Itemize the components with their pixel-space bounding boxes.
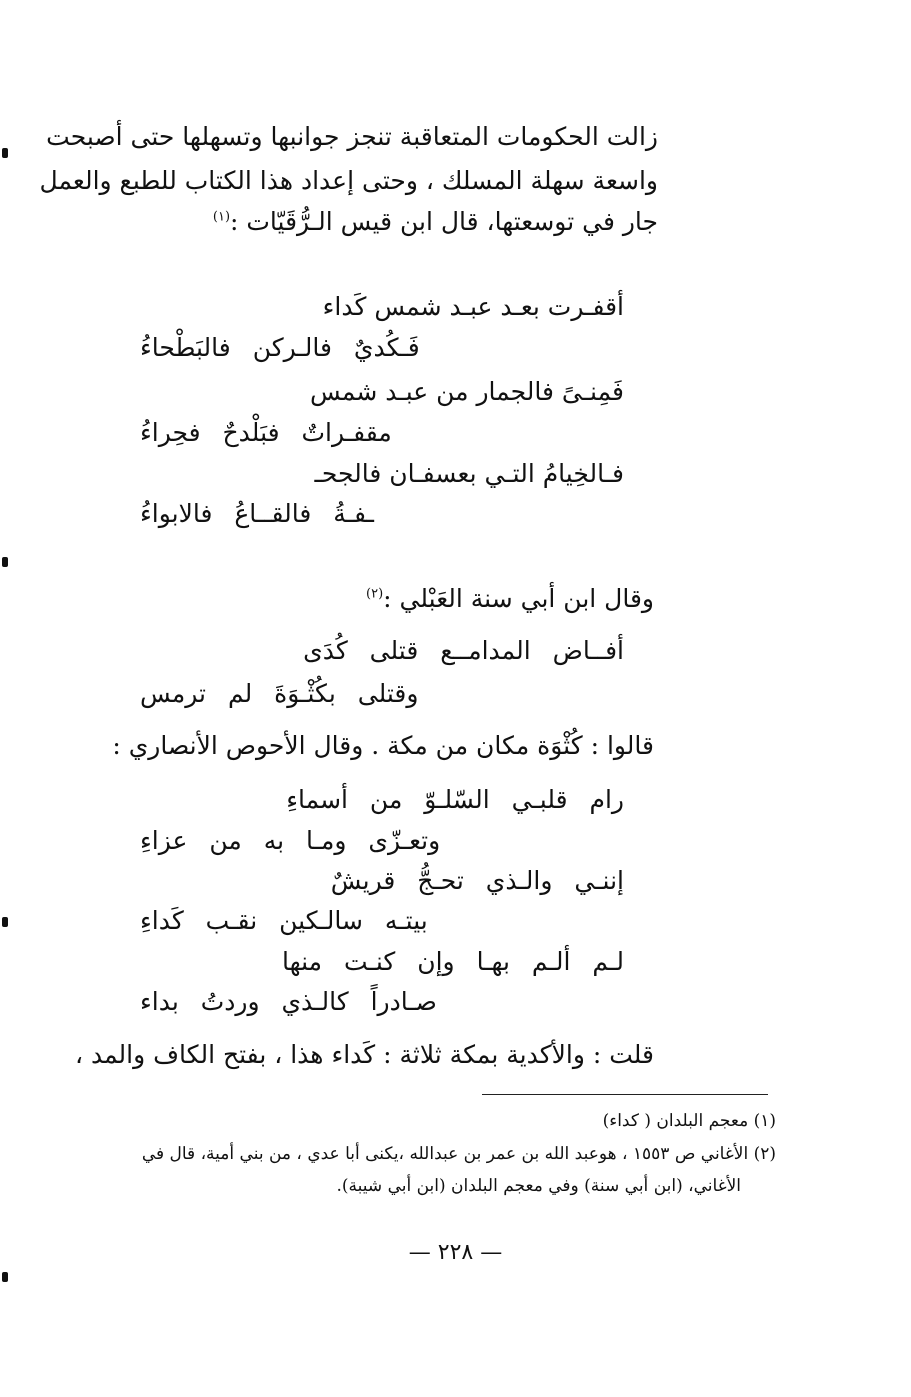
scan-mark: [2, 1272, 8, 1282]
poem2-hemistich: وقتلى بكُثْـوَةَ لم ترمس: [140, 679, 419, 708]
prose-line: [213, 207, 658, 236]
poem3-hemistich: إننـي والـذي تحـجُّ قريشٌ: [330, 866, 624, 895]
scan-mark: [2, 557, 8, 567]
poem1-hemistich: فَـكُديٌ فالـركن فالبَطْحاءُ: [140, 333, 420, 362]
poem3-hemistich: لـم ألـم بهـا وإن كنـت منها: [281, 947, 624, 976]
closing-line: قلت : والأكدية بمكة ثلاثة : كَداء هذا ، بفتح الكاف والمد ،: [74, 1040, 654, 1069]
poem3-hemistich: وتعـزّى ومـا به من عزاءِ: [140, 826, 441, 855]
poem1-hemistich: مقفـراتٌ فبَلْدحٌ فحِراءُ: [140, 418, 392, 447]
footnote-ref: (١): [212, 209, 231, 225]
footnote-ref: (٢): [366, 586, 384, 602]
poem1-hemistich: فـالخِيامُ التـي بعسفـان فالجحـ: [314, 459, 624, 488]
scan-mark: [2, 148, 8, 158]
page-number: — ٢٢٨ —: [408, 1240, 503, 1265]
prose-line: واسعة سهلة المسلك ، وحتى إعداد هذا الكتاب للطبع والعمل: [39, 166, 658, 195]
poem2-intro: [366, 584, 654, 613]
poem1-hemistich: فَمِنـىً فالجمار من عبـد شمس: [310, 377, 624, 406]
poem3-hemistich: صـادراً كالـذي وردتُ بداء: [140, 987, 437, 1016]
gloss-line: قالوا : كُثْوَة مكان من مكة . وقال الأحوص الأنصاري :: [112, 731, 654, 760]
footnote-divider: [482, 1094, 768, 1095]
poem2-hemistich: أفــاض المدامــع قتلى كُدَى: [303, 636, 624, 665]
footnote: (١) معجم البلدان ( كداء): [602, 1111, 776, 1131]
poem3-hemistich: بيتـه سالـكين نقـب كَداءِ: [140, 906, 428, 935]
footnote: الأغاني، (ابن أبي سنة) وفي معجم البلدان (ابن أبي شيبة).: [336, 1176, 741, 1196]
scan-mark: [2, 917, 8, 927]
footnote: (٢) الأغاني ص ١٥٥٣ ، هوعبد الله بن عمر بن عبدالله ،يكنى أبا عدي ، من بني أمية، قال في: [141, 1144, 776, 1164]
prose-line-text: جار في توسعتها، قال ابن قيس الـرُّقَيّات :: [230, 207, 658, 236]
poem3-hemistich: رام قلبـي السّلـوّ من أسماءِ: [286, 785, 624, 814]
poem2-intro-text: وقال ابن أبي سنة العَبْلي :: [383, 584, 654, 613]
poem1-hemistich: أقفـرت بعـد عبـد شمس كَداء: [322, 292, 624, 321]
prose-line: زالت الحكومات المتعاقبة تنجز جوانبها وتسهلها حتى أصبحت: [46, 122, 658, 151]
poem1-hemistich: ـفـةُ فالقــاعُ فالابواءُ: [140, 499, 375, 528]
